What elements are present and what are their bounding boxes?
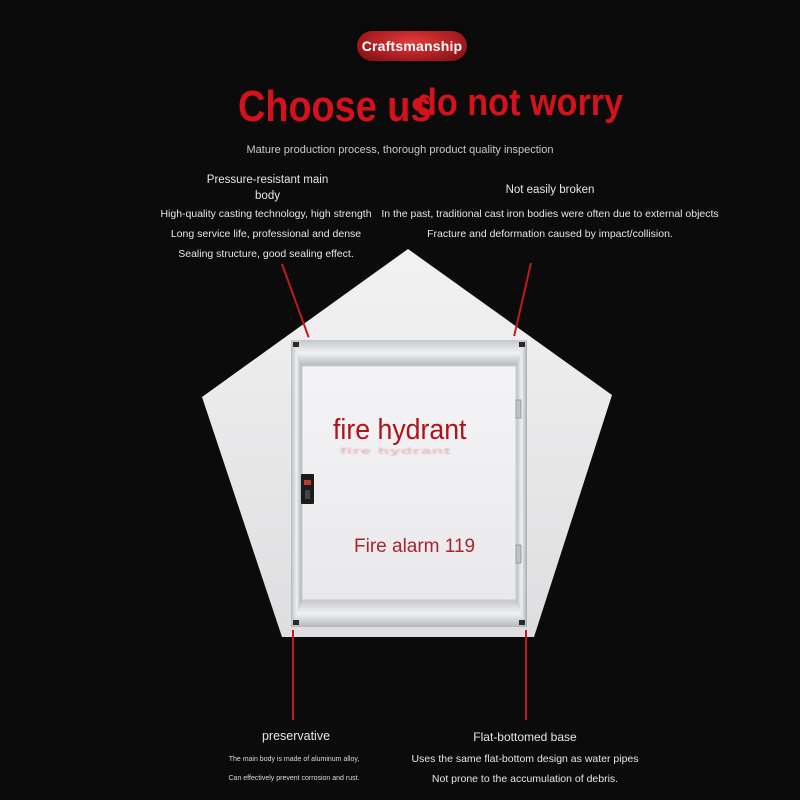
connector-bottom-right [525, 630, 527, 720]
feature-bottom-left-heading: preservative [261, 729, 331, 743]
feature-top-left-heading-2: body [255, 190, 280, 202]
feature-bottom-right-line-1: Uses the same flat-bottom design as water pipes [411, 753, 639, 765]
feature-bottom-right-line-2: Not prone to the accumulation of debris. [431, 773, 619, 785]
feature-top-right-line-2: Fracture and deformation caused by impact/collision. [427, 228, 673, 240]
connector-bottom-left [292, 630, 294, 720]
feature-top-right-line-1: In the past, traditional cast iron bodies were often due to external objects [381, 208, 719, 220]
cabinet-hinge-top [516, 400, 521, 418]
feature-top-left-line-1: High-quality casting technology, high strength [160, 208, 372, 220]
feature-top-right-heading: Not easily broken [505, 184, 595, 196]
cabinet-label-reflection: fire hydrant [340, 446, 452, 456]
title-sub: do not worry [416, 82, 624, 124]
fire-alarm-label: Fire alarm 119 [354, 536, 476, 557]
feature-top-left-line-3: Sealing structure, good sealing effect. [178, 248, 354, 260]
feature-bottom-left-line-2: Can effectively prevent corrosion and rust. [228, 775, 360, 782]
cabinet-lock [301, 474, 314, 504]
craftsmanship-badge: Craftsmanship [357, 31, 467, 61]
cabinet-label: fire hydrant [333, 414, 467, 446]
page-subtitle: Mature production process, thorough product quality inspection [246, 144, 554, 156]
title-main: Choose us [238, 82, 432, 131]
feature-top-left-line-2: Long service life, professional and dense [170, 228, 362, 240]
feature-bottom-left-line-1: The main body is made of aluminum alloy, [228, 756, 360, 763]
cabinet-hinge-bottom [516, 545, 521, 563]
feature-bottom-right-heading: Flat-bottomed base [473, 730, 577, 744]
cabinet-frame [291, 340, 527, 627]
feature-top-left-heading-1: Pressure-resistant main [206, 174, 329, 186]
